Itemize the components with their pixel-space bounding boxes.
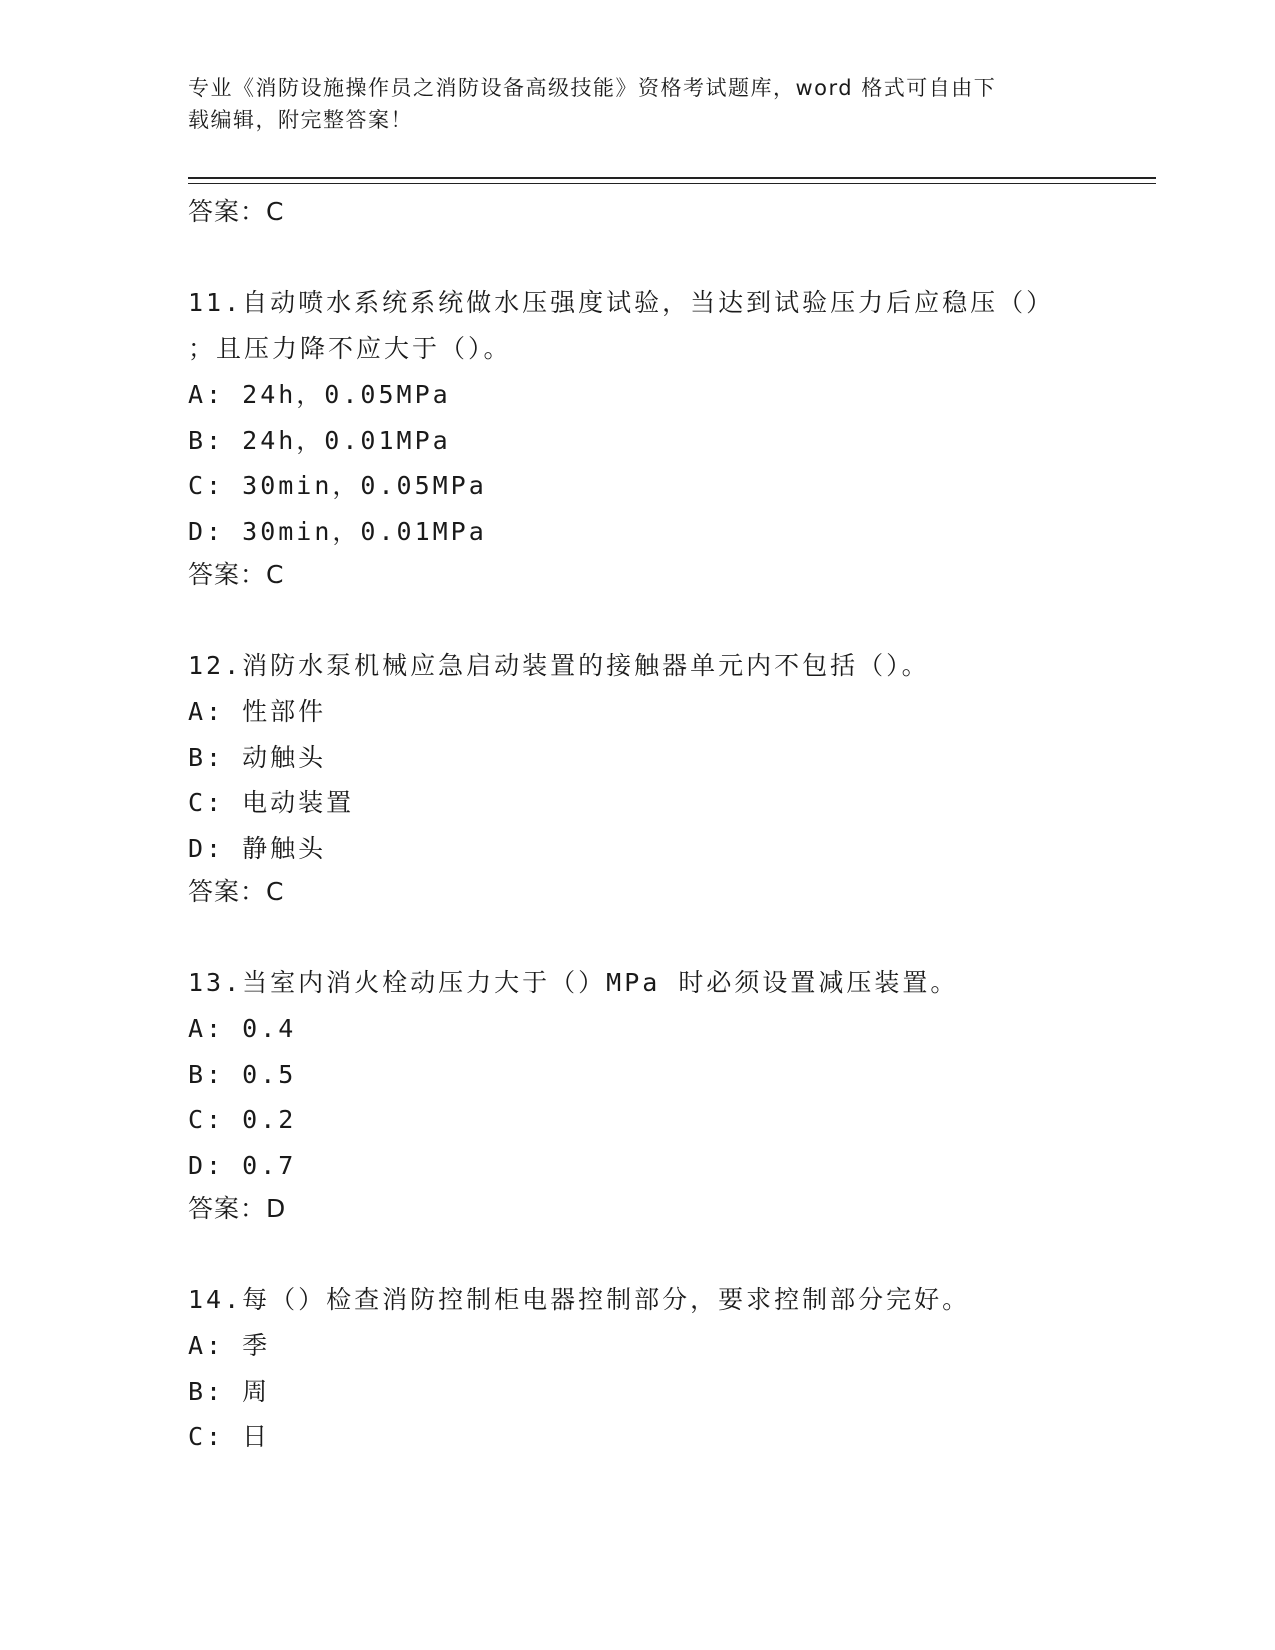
option-c: C: 日 bbox=[188, 1422, 271, 1451]
option-c: C: 0.2 bbox=[188, 1105, 297, 1134]
header-divider-thick bbox=[188, 177, 1156, 179]
intro-line-1: 专业《消防设施操作员之消防设备高级技能》资格考试题库，word 格式可自由下 bbox=[188, 76, 997, 100]
option-d: D: 30min，0.01MPa bbox=[188, 516, 487, 546]
option-d: D: 静触头 bbox=[188, 833, 327, 863]
question-stem-line-2: ；且压力降不应大于（）。 bbox=[188, 334, 512, 363]
header-divider-thin bbox=[188, 183, 1156, 184]
document-intro bbox=[188, 72, 1088, 136]
option-b: B: 24h，0.01MPa bbox=[188, 425, 451, 455]
answer: 答案：D bbox=[188, 1194, 287, 1223]
option-a: A: 0.4 bbox=[188, 1014, 297, 1043]
question-13 bbox=[188, 960, 1128, 1229]
question-list bbox=[188, 190, 1128, 1460]
option-b: B: 动触头 bbox=[188, 742, 327, 772]
question-12 bbox=[188, 643, 1128, 912]
answer: 答案：C bbox=[188, 560, 285, 589]
option-b: B: 周 bbox=[188, 1376, 271, 1406]
option-a: A: 性部件 bbox=[188, 697, 327, 726]
intro-line-2: 载编辑，附完整答案！ bbox=[188, 108, 413, 132]
option-a: A: 季 bbox=[188, 1331, 271, 1360]
answer-prev-question: 答案：C bbox=[188, 197, 285, 226]
option-a: A: 24h，0.05MPa bbox=[188, 380, 451, 409]
question-stem-line-1: 12.消防水泵机械应急启动装置的接触器单元内不包括（）。 bbox=[188, 651, 930, 680]
answer: 答案：C bbox=[188, 877, 285, 906]
option-d: D: 0.7 bbox=[188, 1150, 297, 1180]
question-stem-line-1: 11.自动喷水系统系统做水压强度试验，当达到试验压力后应稳压（） bbox=[188, 288, 1055, 317]
option-c: C: 电动装置 bbox=[188, 788, 355, 817]
option-c: C: 30min，0.05MPa bbox=[188, 471, 487, 500]
question-stem-line-1: 14.每（）检查消防控制柜电器控制部分，要求控制部分完好。 bbox=[188, 1285, 971, 1314]
question-14 bbox=[188, 1277, 1128, 1460]
question-stem-line-1: 13.当室内消火栓动压力大于（）MPa 时必须设置减压装置。 bbox=[188, 968, 959, 997]
option-b: B: 0.5 bbox=[188, 1059, 297, 1089]
question-11 bbox=[188, 280, 1128, 595]
